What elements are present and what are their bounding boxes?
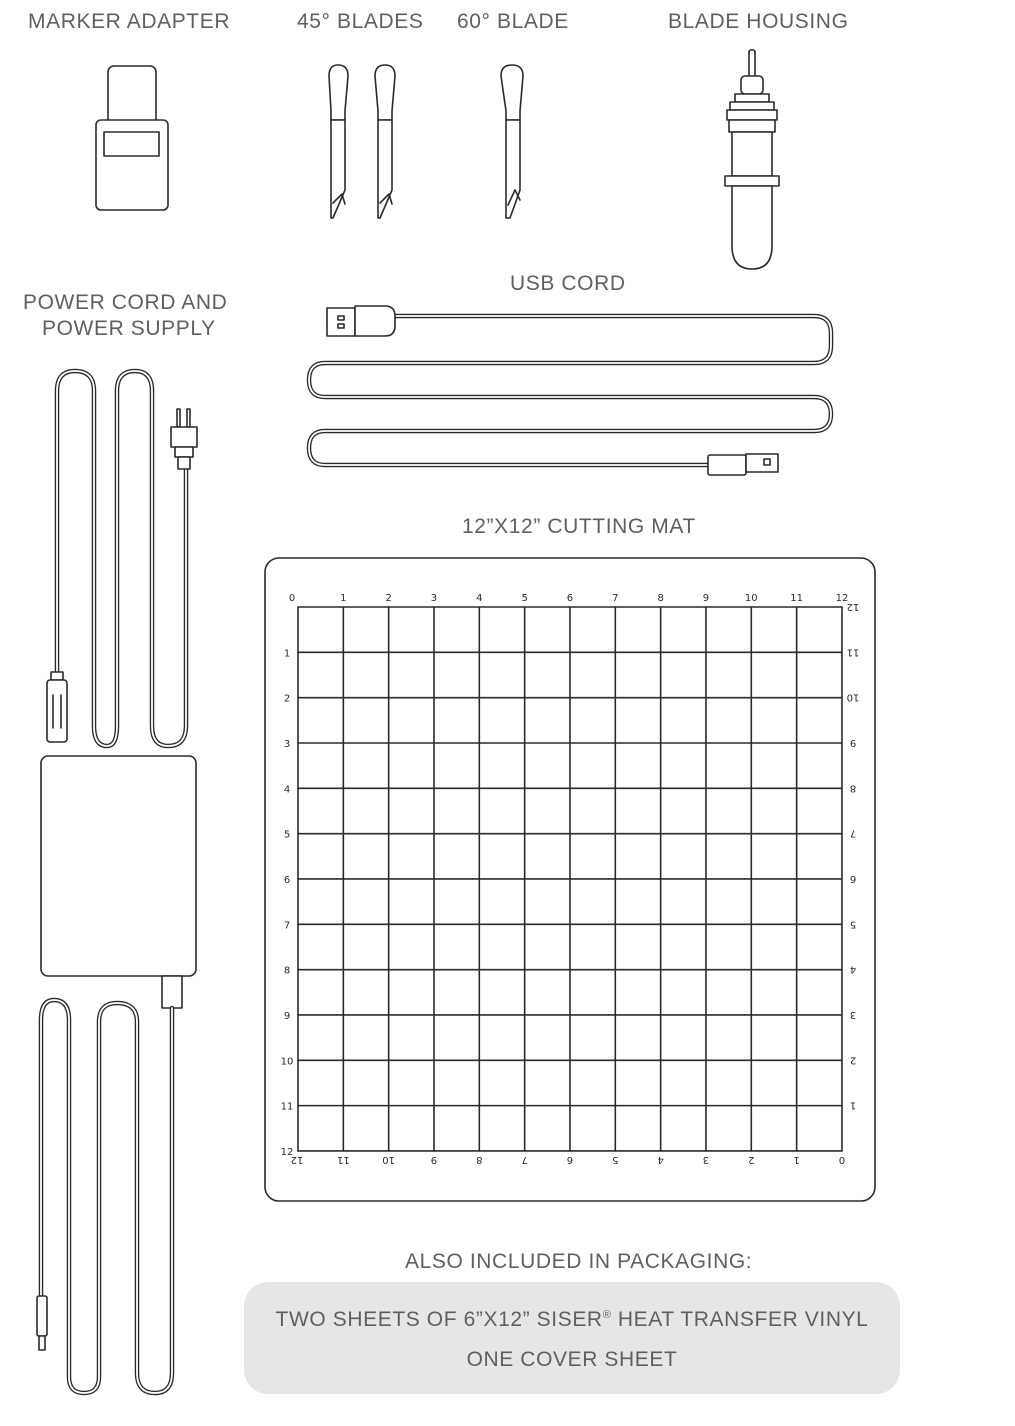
mat-ruler-top-number: 11: [790, 593, 803, 604]
45-degree-blade-icon: [375, 65, 395, 218]
mat-ruler-top-number: 6: [566, 593, 574, 604]
mat-ruler-bottom-number: 11: [336, 1154, 350, 1165]
45-degree-blade-icon: [329, 65, 348, 218]
60-degree-blade-label: 60° BLADE: [457, 10, 569, 33]
blade-housing-icon: [725, 50, 779, 269]
power-cord-label-line1: POWER CORD AND: [23, 291, 228, 314]
packaging-box: [244, 1282, 900, 1394]
mat-ruler-top-number: 5: [521, 593, 528, 604]
mat-ruler-right-number: 12: [846, 601, 860, 612]
mat-ruler-bottom-number: 6: [566, 1154, 574, 1165]
mat-ruler-bottom-number: 12: [290, 1154, 304, 1165]
mat-ruler-right-number: 9: [849, 736, 857, 748]
mat-ruler-bottom-number: 9: [430, 1154, 438, 1165]
mat-ruler-top-number: 12: [835, 593, 849, 604]
mat-ruler-right-number: 2: [849, 1054, 857, 1066]
mat-ruler-left-number: 9: [283, 1010, 291, 1022]
mat-ruler-left-number: 12: [280, 1146, 294, 1158]
marker-adapter-icon: [96, 66, 168, 210]
mat-ruler-top-number: 2: [385, 593, 392, 604]
mat-ruler-top-number: 4: [476, 593, 483, 604]
mat-ruler-bottom-number: 1: [793, 1154, 800, 1165]
mat-ruler-right-number: 8: [849, 782, 857, 794]
mat-ruler-left-number: 1: [283, 648, 291, 660]
mat-ruler-left-number: 8: [283, 965, 291, 977]
mat-ruler-right-number: 5: [849, 918, 857, 930]
mat-ruler-right-number: 10: [846, 691, 860, 703]
mat-ruler-left-number: 4: [283, 784, 291, 796]
mat-ruler-left-number: 5: [283, 829, 291, 841]
mat-ruler-top-number: 9: [702, 593, 710, 604]
mat-ruler-right-number: 4: [849, 963, 857, 975]
blade-housing-label: BLADE HOUSING: [668, 10, 849, 33]
packaging-cover-sheet-line: ONE COVER SHEET: [466, 1348, 678, 1371]
mat-ruler-bottom-number: 10: [382, 1154, 396, 1165]
mat-ruler-left-number: 7: [283, 920, 291, 932]
mat-ruler-right-number: 7: [849, 827, 857, 839]
mat-ruler-bottom-number: 2: [748, 1154, 755, 1165]
mat-ruler-bottom-number: 4: [657, 1154, 664, 1165]
mat-ruler-top-number: 8: [657, 593, 664, 604]
mat-ruler-right-number: 1: [849, 1099, 857, 1111]
cutting-mat-label: 12”X12” CUTTING MAT: [462, 515, 696, 538]
mat-ruler-top-number: 0: [288, 593, 296, 604]
mat-ruler-right-number: 11: [846, 646, 860, 658]
mat-ruler-top-number: 3: [430, 593, 438, 604]
mat-ruler-left-number: 6: [283, 874, 291, 886]
mat-ruler-right-number: 3: [849, 1008, 857, 1020]
mat-ruler-bottom-number: 5: [612, 1154, 619, 1165]
mat-ruler-top-number: 1: [340, 593, 347, 604]
45-degree-blades-label: 45° BLADES: [297, 10, 424, 33]
usb-cord-label: USB CORD: [510, 272, 626, 295]
mat-ruler-left-number: 11: [280, 1101, 294, 1113]
mat-ruler-left-number: 10: [280, 1056, 294, 1068]
power-cord-label-line2: POWER SUPPLY: [42, 317, 216, 340]
mat-ruler-top-number: 10: [744, 593, 758, 604]
mat-ruler-bottom-number: 8: [476, 1154, 483, 1165]
mat-ruler-bottom-number: 3: [702, 1154, 710, 1165]
mat-ruler-top-number: 7: [612, 593, 619, 604]
mat-ruler-bottom-number: 0: [838, 1154, 846, 1165]
packaging-vinyl-line: TWO SHEETS OF 6”X12” SISER® HEAT TRANSFER VINYL: [275, 1308, 869, 1331]
usb-cord-icon: [309, 306, 831, 475]
mat-ruler-right-number: 6: [849, 872, 857, 884]
cutting-mat: [265, 558, 875, 1201]
power-cord-icon: [37, 371, 197, 1393]
60-degree-blade-icon: [501, 65, 523, 218]
mat-ruler-left-number: 3: [283, 738, 291, 750]
mat-ruler-left-number: 2: [283, 693, 291, 705]
also-included-label: ALSO INCLUDED IN PACKAGING:: [405, 1250, 753, 1273]
marker-adapter-label: MARKER ADAPTER: [28, 10, 231, 33]
mat-ruler-bottom-number: 7: [521, 1154, 528, 1165]
